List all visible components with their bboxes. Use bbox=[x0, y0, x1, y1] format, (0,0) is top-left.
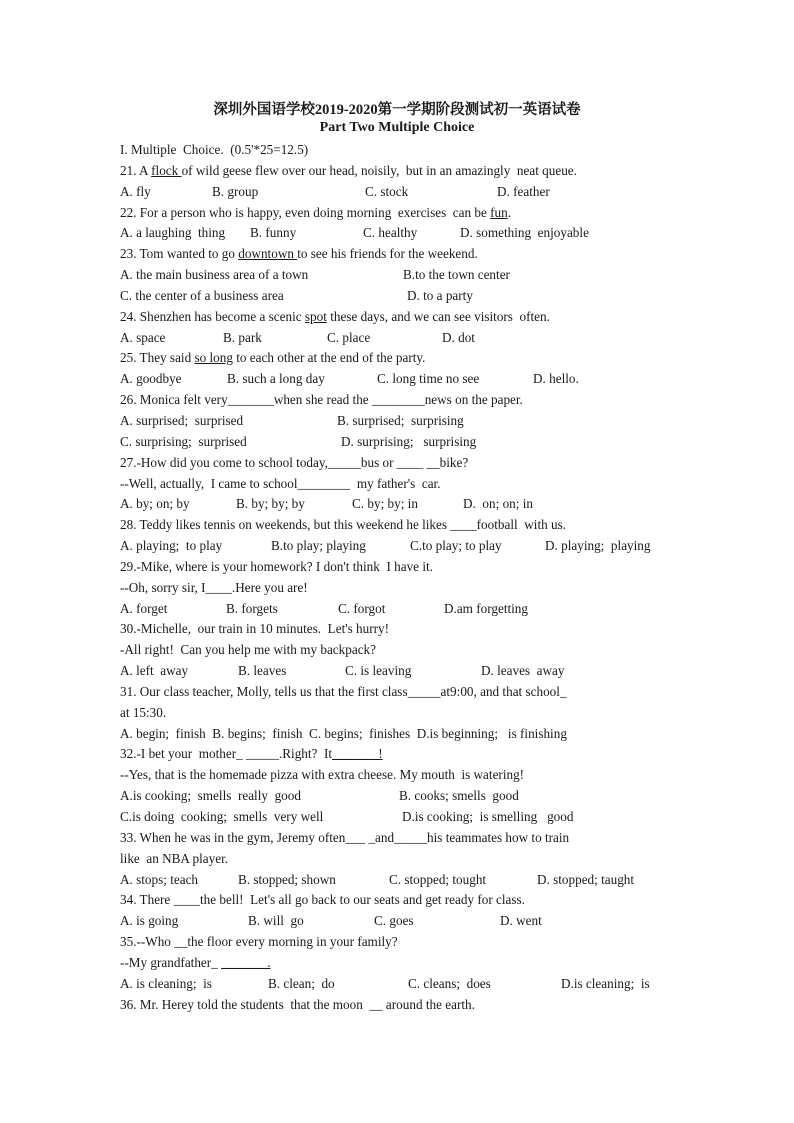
text-line bbox=[120, 974, 680, 995]
answer-option: A. left away bbox=[120, 663, 189, 679]
line-text: I. Multiple Choice. (0.5'*25=12.5) bbox=[120, 142, 309, 157]
line-text: of wild geese flew over our head, noisily, but in an amazingly neat queue. bbox=[181, 162, 577, 178]
text-line bbox=[120, 661, 680, 682]
answer-option: B. by; by; by bbox=[236, 496, 305, 512]
text-line bbox=[120, 515, 680, 536]
text-line bbox=[120, 619, 680, 640]
line-text: D.is cooking; is smelling good bbox=[402, 809, 574, 824]
answer-option: A. playing; to play bbox=[120, 538, 223, 554]
line-text: D. hello. bbox=[533, 371, 579, 387]
answer-option: B. forgets bbox=[226, 600, 278, 616]
text-line bbox=[120, 911, 680, 932]
line-text: D. to a party bbox=[407, 287, 473, 303]
answer-option: B. leaves bbox=[238, 663, 287, 679]
line-text: like an NBA player. bbox=[120, 850, 229, 866]
answer-option: A. forget bbox=[120, 600, 168, 616]
answer-option: C. goes bbox=[374, 913, 414, 929]
line-text: D. dot bbox=[442, 329, 475, 345]
text-line bbox=[120, 307, 680, 328]
answer-option: B. funny bbox=[250, 225, 297, 241]
text-line bbox=[120, 411, 680, 432]
line-text: D. something enjoyable bbox=[460, 225, 589, 241]
answer-option: C.is doing cooking; smells very well bbox=[120, 809, 324, 824]
answer-option: A. stops; teach bbox=[120, 871, 199, 887]
text-line bbox=[120, 578, 680, 599]
text-line bbox=[120, 599, 680, 620]
text-line bbox=[120, 870, 680, 891]
text-line bbox=[120, 140, 680, 161]
line-text: 35.--Who __the floor every morning in your family? bbox=[120, 934, 398, 950]
answer-option: B. will go bbox=[248, 913, 304, 929]
text-line bbox=[120, 265, 680, 286]
underlined-word: flock bbox=[151, 162, 182, 178]
answer-option: A.is cooking; smells really good bbox=[120, 788, 301, 804]
answer-option: A. is going bbox=[120, 913, 179, 929]
text-line bbox=[120, 724, 680, 745]
line-text: 23. Tom wanted to go bbox=[120, 246, 239, 262]
line-text: B. cooks; smells good bbox=[399, 788, 519, 804]
answer-option: C. long time no see bbox=[377, 371, 480, 387]
section-title: Part Two Multiple Choice bbox=[319, 120, 475, 135]
line-text: at 15:30. bbox=[120, 704, 167, 720]
line-text: D. went bbox=[500, 913, 542, 929]
text-line bbox=[120, 536, 680, 557]
line-text: --Well, actually, I came to school________ my father's car. bbox=[120, 475, 441, 491]
line-text: 34. There ____the bell! Let's all go back to our seats and get ready for class. bbox=[120, 892, 525, 908]
text-line bbox=[120, 348, 680, 369]
line-text: -All right! Can you help me with my backpack? bbox=[120, 642, 376, 658]
text-line bbox=[120, 182, 680, 203]
text-line bbox=[120, 953, 680, 974]
answer-option: B. clean; do bbox=[268, 975, 335, 991]
exam-title: 深圳外国语学校2019-2020第一学期阶段测试初一英语试卷 bbox=[213, 102, 581, 118]
line-text: D. stopped; taught bbox=[537, 871, 635, 887]
text-line bbox=[120, 890, 680, 911]
text-line bbox=[120, 703, 680, 724]
answer-option: C.to play; to play bbox=[410, 538, 502, 554]
line-text: 28. Teddy likes tennis on weekends, but this weekend he likes ____football with us. bbox=[120, 517, 567, 533]
answer-option: A. a laughing thing bbox=[120, 225, 226, 241]
answer-option: C. stopped; tought bbox=[389, 871, 487, 887]
text-line bbox=[120, 328, 680, 349]
text-line bbox=[120, 765, 680, 786]
line-text: B. surprised; surprising bbox=[337, 412, 464, 428]
line-text: 32.-I bet your mother_ _____.Right? It bbox=[120, 746, 333, 762]
answer-option: C. cleans; does bbox=[408, 975, 491, 991]
line-text: D. leaves away bbox=[481, 663, 565, 679]
line-text: --Oh, sorry sir, I____.Here you are! bbox=[120, 579, 308, 595]
answer-option: C. place bbox=[327, 329, 371, 345]
line-text: 27.-How did you come to school today,_____bus or ____ __bike? bbox=[120, 454, 469, 470]
line-text: 21. A bbox=[120, 162, 152, 178]
text-line bbox=[120, 807, 680, 828]
underlined-word: downtown bbox=[238, 246, 298, 262]
text-line bbox=[120, 849, 680, 870]
text-line bbox=[120, 494, 680, 515]
line-text: --My grandfather_ bbox=[120, 954, 222, 970]
answer-option: A. fly bbox=[120, 183, 151, 199]
line-text: 33. When he was in the gym, Jeremy often___ _and_____his teammates how to train bbox=[120, 829, 570, 845]
answer-option: C. forgot bbox=[338, 600, 386, 616]
line-text: these days, and we can see visitors often. bbox=[326, 308, 550, 324]
answer-option: C. surprising; surprised bbox=[120, 433, 247, 449]
text-line bbox=[120, 828, 680, 849]
line-text: D. playing; playing bbox=[545, 538, 651, 554]
underlined-word: spot bbox=[304, 308, 327, 324]
answer-option: A. is cleaning; is bbox=[120, 975, 212, 991]
line-text: . bbox=[507, 204, 512, 220]
answer-option: B. such a long day bbox=[227, 371, 325, 387]
line-text: 25. They said bbox=[120, 350, 195, 366]
line-text: D. on; on; in bbox=[463, 496, 533, 512]
line-text: 30.-Michelle, our train in 10 minutes. Let's hurry! bbox=[120, 621, 389, 637]
line-text: --Yes, that is the homemade pizza with extra cheese. My mouth is watering! bbox=[120, 767, 525, 783]
underlined-word: _______. bbox=[221, 954, 271, 970]
line-text: to see his friends for the weekend. bbox=[297, 246, 478, 262]
text-line bbox=[120, 369, 680, 390]
text-line bbox=[120, 932, 680, 953]
text-line bbox=[120, 223, 680, 244]
text-line bbox=[120, 453, 680, 474]
text-line bbox=[120, 203, 680, 224]
line-text: A. begin; finish B. begins; finish C. begins; finishes D.is beginning; is finishing bbox=[120, 725, 567, 741]
answer-option: C. stock bbox=[365, 183, 409, 199]
text-line bbox=[120, 744, 680, 765]
line-text: D.am forgetting bbox=[444, 600, 528, 616]
answer-option: C. healthy bbox=[363, 225, 418, 241]
answer-option: B. stopped; shown bbox=[238, 871, 336, 887]
line-text: 26. Monica felt very_______when she read the ________news on the paper. bbox=[120, 392, 523, 408]
text-line bbox=[120, 474, 680, 495]
line-text: 31. Our class teacher, Molly, tells us that the first class_____at9:00, and that school_ bbox=[120, 683, 567, 699]
answer-option: C. the center of a business area bbox=[120, 287, 284, 303]
text-line bbox=[120, 432, 680, 453]
answer-option: A. goodbye bbox=[120, 371, 182, 387]
text-line bbox=[120, 682, 680, 703]
answer-option: C. by; by; in bbox=[352, 496, 418, 512]
answer-option: C. is leaving bbox=[345, 663, 412, 679]
underlined-word: so long bbox=[194, 350, 233, 366]
line-text: B.to the town center bbox=[403, 267, 510, 283]
underlined-word: _______! bbox=[332, 746, 383, 762]
line-text: 36. Mr. Herey told the students that the moon __ around the earth. bbox=[120, 996, 475, 1012]
text-line bbox=[120, 557, 680, 578]
text-line bbox=[120, 995, 680, 1016]
answer-option: B.to play; playing bbox=[271, 538, 366, 554]
answer-option: A. space bbox=[120, 329, 166, 345]
line-text: 24. Shenzhen has become a scenic bbox=[120, 308, 305, 324]
line-text: D.is cleaning; is bbox=[561, 975, 650, 991]
line-text: D. feather bbox=[497, 183, 550, 199]
answer-option: A. by; on; by bbox=[120, 496, 190, 512]
answer-option: A. the main business area of a town bbox=[120, 267, 309, 283]
answer-option: B. park bbox=[223, 329, 262, 345]
text-line bbox=[120, 286, 680, 307]
text-line bbox=[120, 161, 680, 182]
line-text: 29.-Mike, where is your homework? I don't think I have it. bbox=[120, 558, 433, 574]
line-text: 22. For a person who is happy, even doing morning exercises can be bbox=[120, 204, 491, 220]
line-text: D. surprising; surprising bbox=[341, 433, 477, 449]
underlined-word: fun bbox=[490, 204, 508, 220]
text-line bbox=[120, 244, 680, 265]
text-line bbox=[120, 640, 680, 661]
text-line bbox=[120, 390, 680, 411]
text-line bbox=[120, 786, 680, 807]
answer-option: B. group bbox=[212, 183, 259, 199]
line-text: to each other at the end of the party. bbox=[232, 350, 426, 366]
answer-option: A. surprised; surprised bbox=[120, 412, 244, 428]
question-list bbox=[120, 140, 680, 1015]
